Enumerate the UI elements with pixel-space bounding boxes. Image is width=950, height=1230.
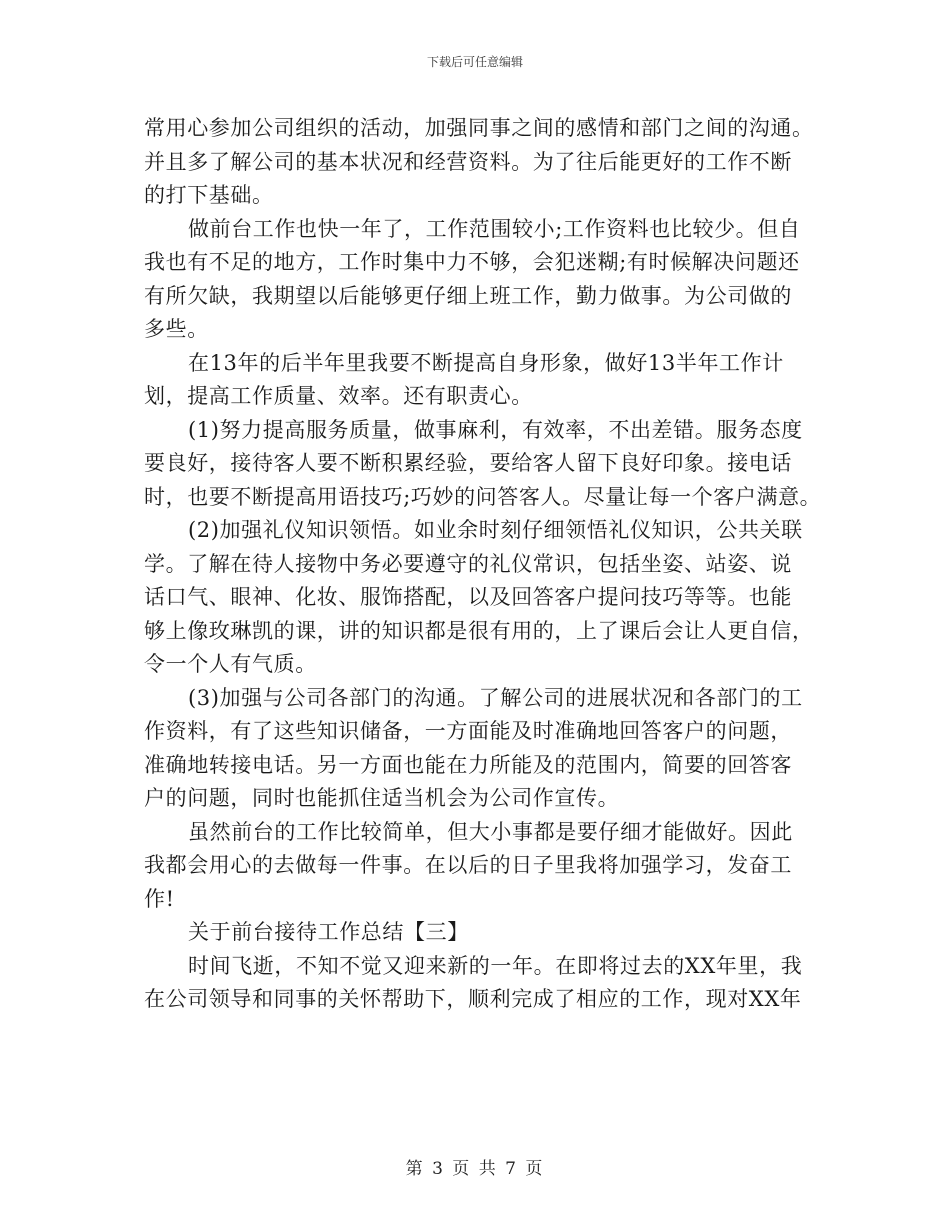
text-line: 要良好，接待客人要不断积累经验，要给客人留下良好印象。接电话 [144, 451, 792, 475]
document-body [144, 112, 822, 1017]
text-line: (2)加强礼仪知识领悟。如业余时刻仔细领悟礼仪知识，公共关联 [188, 518, 803, 542]
text-line: 令一个人有气质。 [144, 652, 317, 676]
text-line: 关于前台接待工作总结【三】 [188, 920, 469, 944]
text-line: 户的问题，同时也能抓住适当机会为公司作宣传。 [144, 786, 620, 810]
text-line: 准确地转接电话。另一方面也能在力所能及的范围内，简要的回答客 [144, 752, 792, 777]
text-line: 在13年的后半年里我要不断提高自身形象，做好13半年工作计 [188, 350, 784, 375]
text-line: 做前台工作也快一年了，工作范围较小;工作资料也比较少。但自 [188, 216, 801, 241]
text-line: 在公司领导和同事的关怀帮助下，顺利完成了相应的工作，现对XX年 [144, 987, 802, 1011]
text-line: 虽然前台的工作比较简单，但大小事都是要仔细才能做好。因此 [188, 819, 793, 844]
text-line: 常用心参加公司组织的活动，加强同事之间的感情和部门之间的沟通。 [144, 116, 814, 140]
text-line: 多些。 [144, 317, 209, 341]
text-line: 够上像玫琳凯的课，讲的知识都是很有用的，上了课后会让人更自信， [144, 618, 814, 643]
text-line: 有所欠缺，我期望以后能够更仔细上班工作，勤力做事。为公司做的 [144, 283, 792, 308]
page-header: 下载后可任意编辑 [426, 55, 523, 69]
text-line: 作资料，有了这些知识储备，一方面能及时准确地回答客户的问题， [144, 719, 792, 743]
text-line: (3)加强与公司各部门的沟通。了解公司的进展状况和各部门的工 [188, 685, 803, 710]
page-number-footer: 第 3 页 共 7 页 [405, 1159, 545, 1179]
text-line: 并且多了解公司的基本状况和经营资料。为了往后能更好的工作不断 [144, 149, 792, 174]
text-line: 作! [144, 886, 175, 911]
text-line: 话口气、眼神、化妆、服饰搭配，以及回答客户提问技巧等等。也能 [144, 585, 792, 609]
text-line: 我也有不足的地方，工作时集中力不够，会犯迷糊;有时候解决问题还 [144, 250, 800, 274]
text-line: 时间飞逝，不知不觉又迎来新的一年。在即将过去的XX年里，我 [188, 953, 803, 978]
text-line: 的打下基础。 [144, 183, 274, 207]
text-line: 时，也要不断提高用语技巧;巧妙的问答客人。尽量让每一个客户满意。 [144, 484, 822, 509]
text-line: 划，提高工作质量、效率。还有职责心。 [144, 384, 533, 408]
text-line: 学。了解在待人接物中务必要遵守的礼仪常识，包括坐姿、站姿、说 [144, 551, 792, 576]
text-line: (1)努力提高服务质量，做事麻利，有效率，不出差错。服务态度 [188, 417, 803, 442]
text-line: 我都会用心的去做每一件事。在以后的日子里我将加强学习，发奋工 [144, 853, 792, 877]
